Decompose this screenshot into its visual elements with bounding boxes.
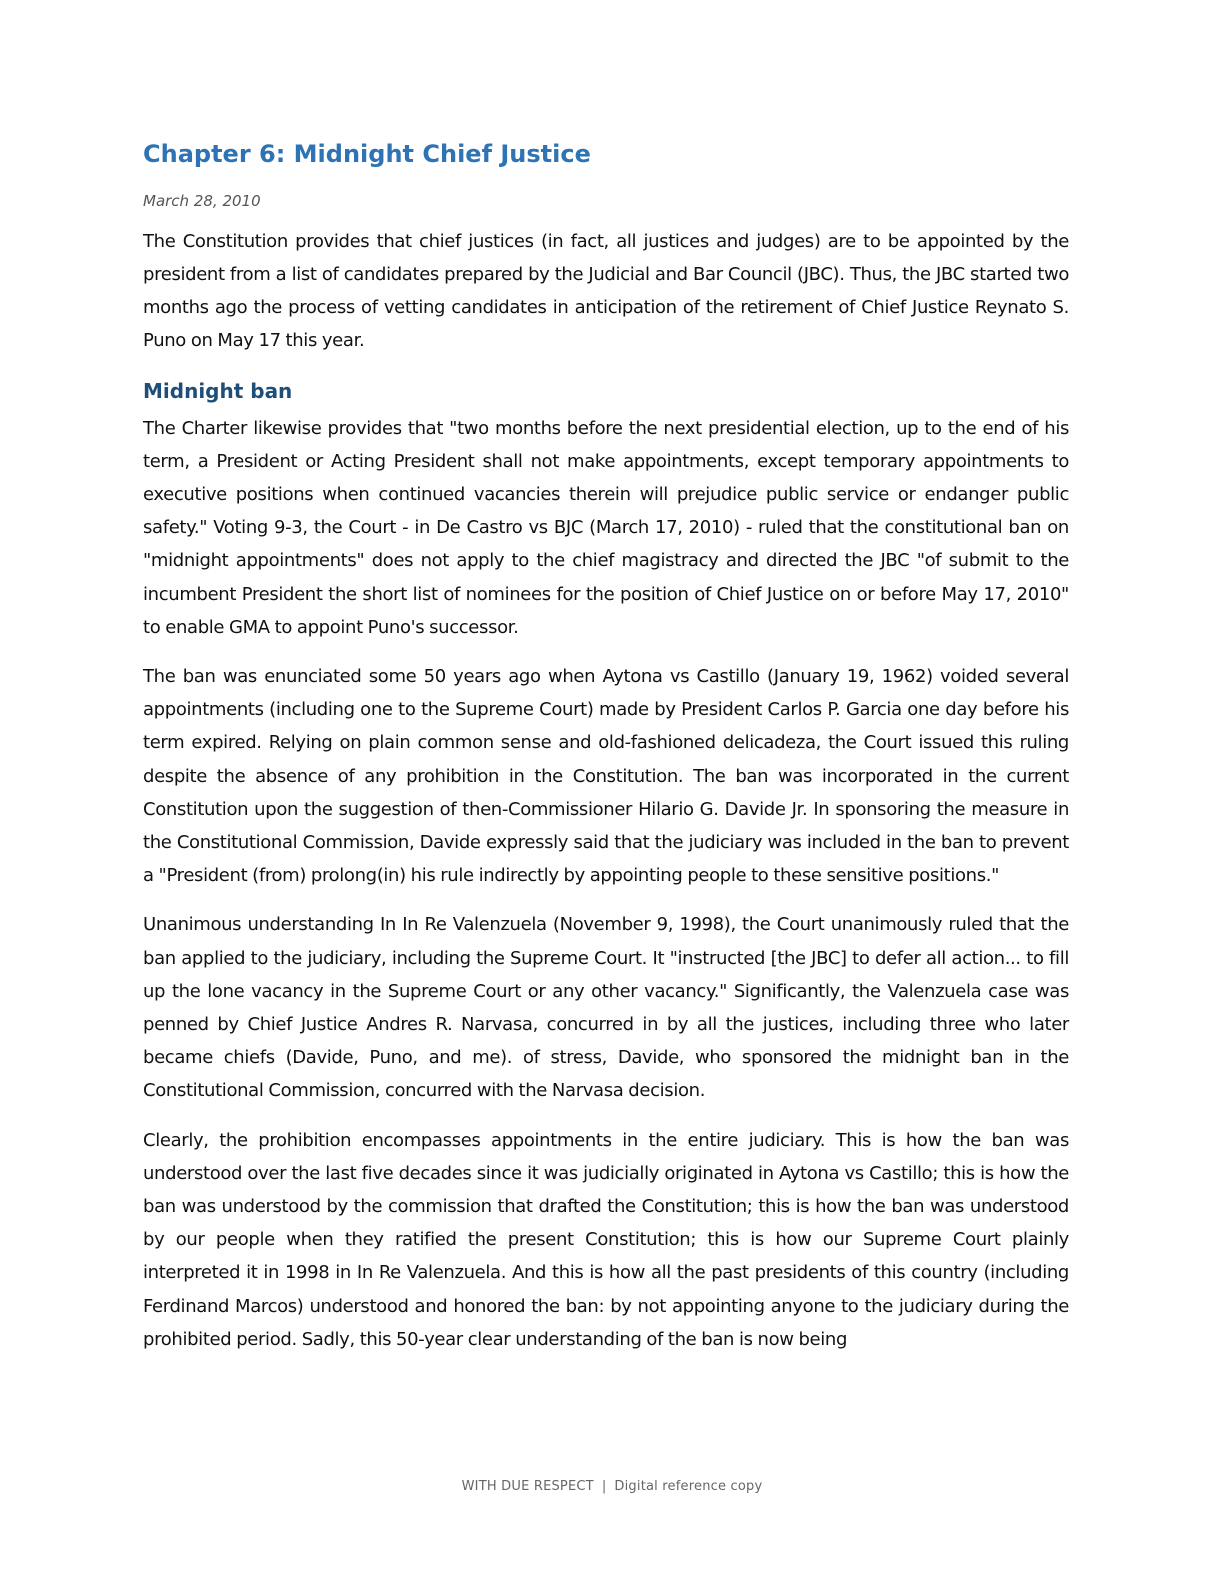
chapter-title: Chapter 6: Midnight Chief Justice: [143, 140, 591, 168]
footer-separator: |: [601, 1479, 607, 1494]
document-page: [143, 140, 1069, 1356]
article-date: March 28, 2010: [143, 191, 261, 210]
footer-copy-note: Digital reference copy: [614, 1479, 763, 1494]
footer-publication-title: WITH DUE RESPECT: [461, 1479, 594, 1494]
body-paragraph: Clearly, the prohibition encompasses appointments in the entire judiciary. This is how the ban was understood over the last five decades since it was judicially originated in Aytona vs Castillo; this is how the ban was understood by the commission that drafted the Constitution; this is how the ban was understood by our people when they ratified the present Constitution; this is how our Supreme Court plainly interpreted it in 1998 in In Re Valenzuela. And this is how all the past presidents of this country (including Ferdinand Marcos) understood and honored the ban: by not appointing anyone to the judiciary during the prohibited period. Sadly, this 50-year clear understanding of the ban is now being: [143, 1129, 1069, 1350]
body-paragraph: Unanimous understanding In In Re Valenzuela (November 9, 1998), the Court unanimously ruled that the ban applied to the judiciary, including the Supreme Court. It "instructed [the JBC] to defer all action... to fill up the lone vacancy in the Supreme Court or any other vacancy." Significantly, the Valenzuela case was penned by Chief Justice Andres R. Narvasa, concurred in by all the justices, including three who later became chiefs (Davide, Puno, and me). of stress, Davide, who sponsored the midnight ban in the Constitutional Commission, concurred with the Narvasa decision.: [143, 914, 1069, 1102]
section-title-midnight-ban: Midnight ban: [143, 378, 293, 403]
body-paragraph: The Charter likewise provides that "two months before the next presidential election, up to the end of his term, a President or Acting President shall not make appointments, except temporary appointments to executive positions when continued vacancies therein will prejudice public service or endanger public safety." Voting 9-3, the Court - in De Castro vs BJC (March 17, 2010) - ruled that the constitutional ban on "midnight appointments" does not apply to the chief magistracy and directed the JBC "of submit to the incumbent President the short list of nominees for the position of Chief Justice on or before May 17, 2010" to enable GMA to appoint Puno's successor.: [143, 417, 1069, 638]
page-footer: [0, 1479, 1224, 1494]
body-paragraph: The ban was enunciated some 50 years ago when Aytona vs Castillo (January 19, 1962) voided several appointments (including one to the Supreme Court) made by President Carlos P. Garcia one day before his term expired. Relying on plain common sense and old-fashioned delicadeza, the Court issued this ruling despite the absence of any prohibition in the Constitution. The ban was incorporated in the current Constitution upon the suggestion of then-Commissioner Hilario G. Davide Jr. In sponsoring the measure in the Constitutional Commission, Davide expressly said that the judiciary was included in the ban to prevent a "President (from) prolong(in) his rule indirectly by appointing people to these sensitive positions.": [143, 666, 1069, 887]
intro-paragraph: The Constitution provides that chief justices (in fact, all justices and judges) are to be appointed by the president from a list of candidates prepared by the Judicial and Bar Council (JBC). Thus, the JBC started two months ago the process of vetting candidates in anticipation of the retirement of Chief Justice Reynato S. Puno on May 17 this year.: [143, 230, 1069, 352]
